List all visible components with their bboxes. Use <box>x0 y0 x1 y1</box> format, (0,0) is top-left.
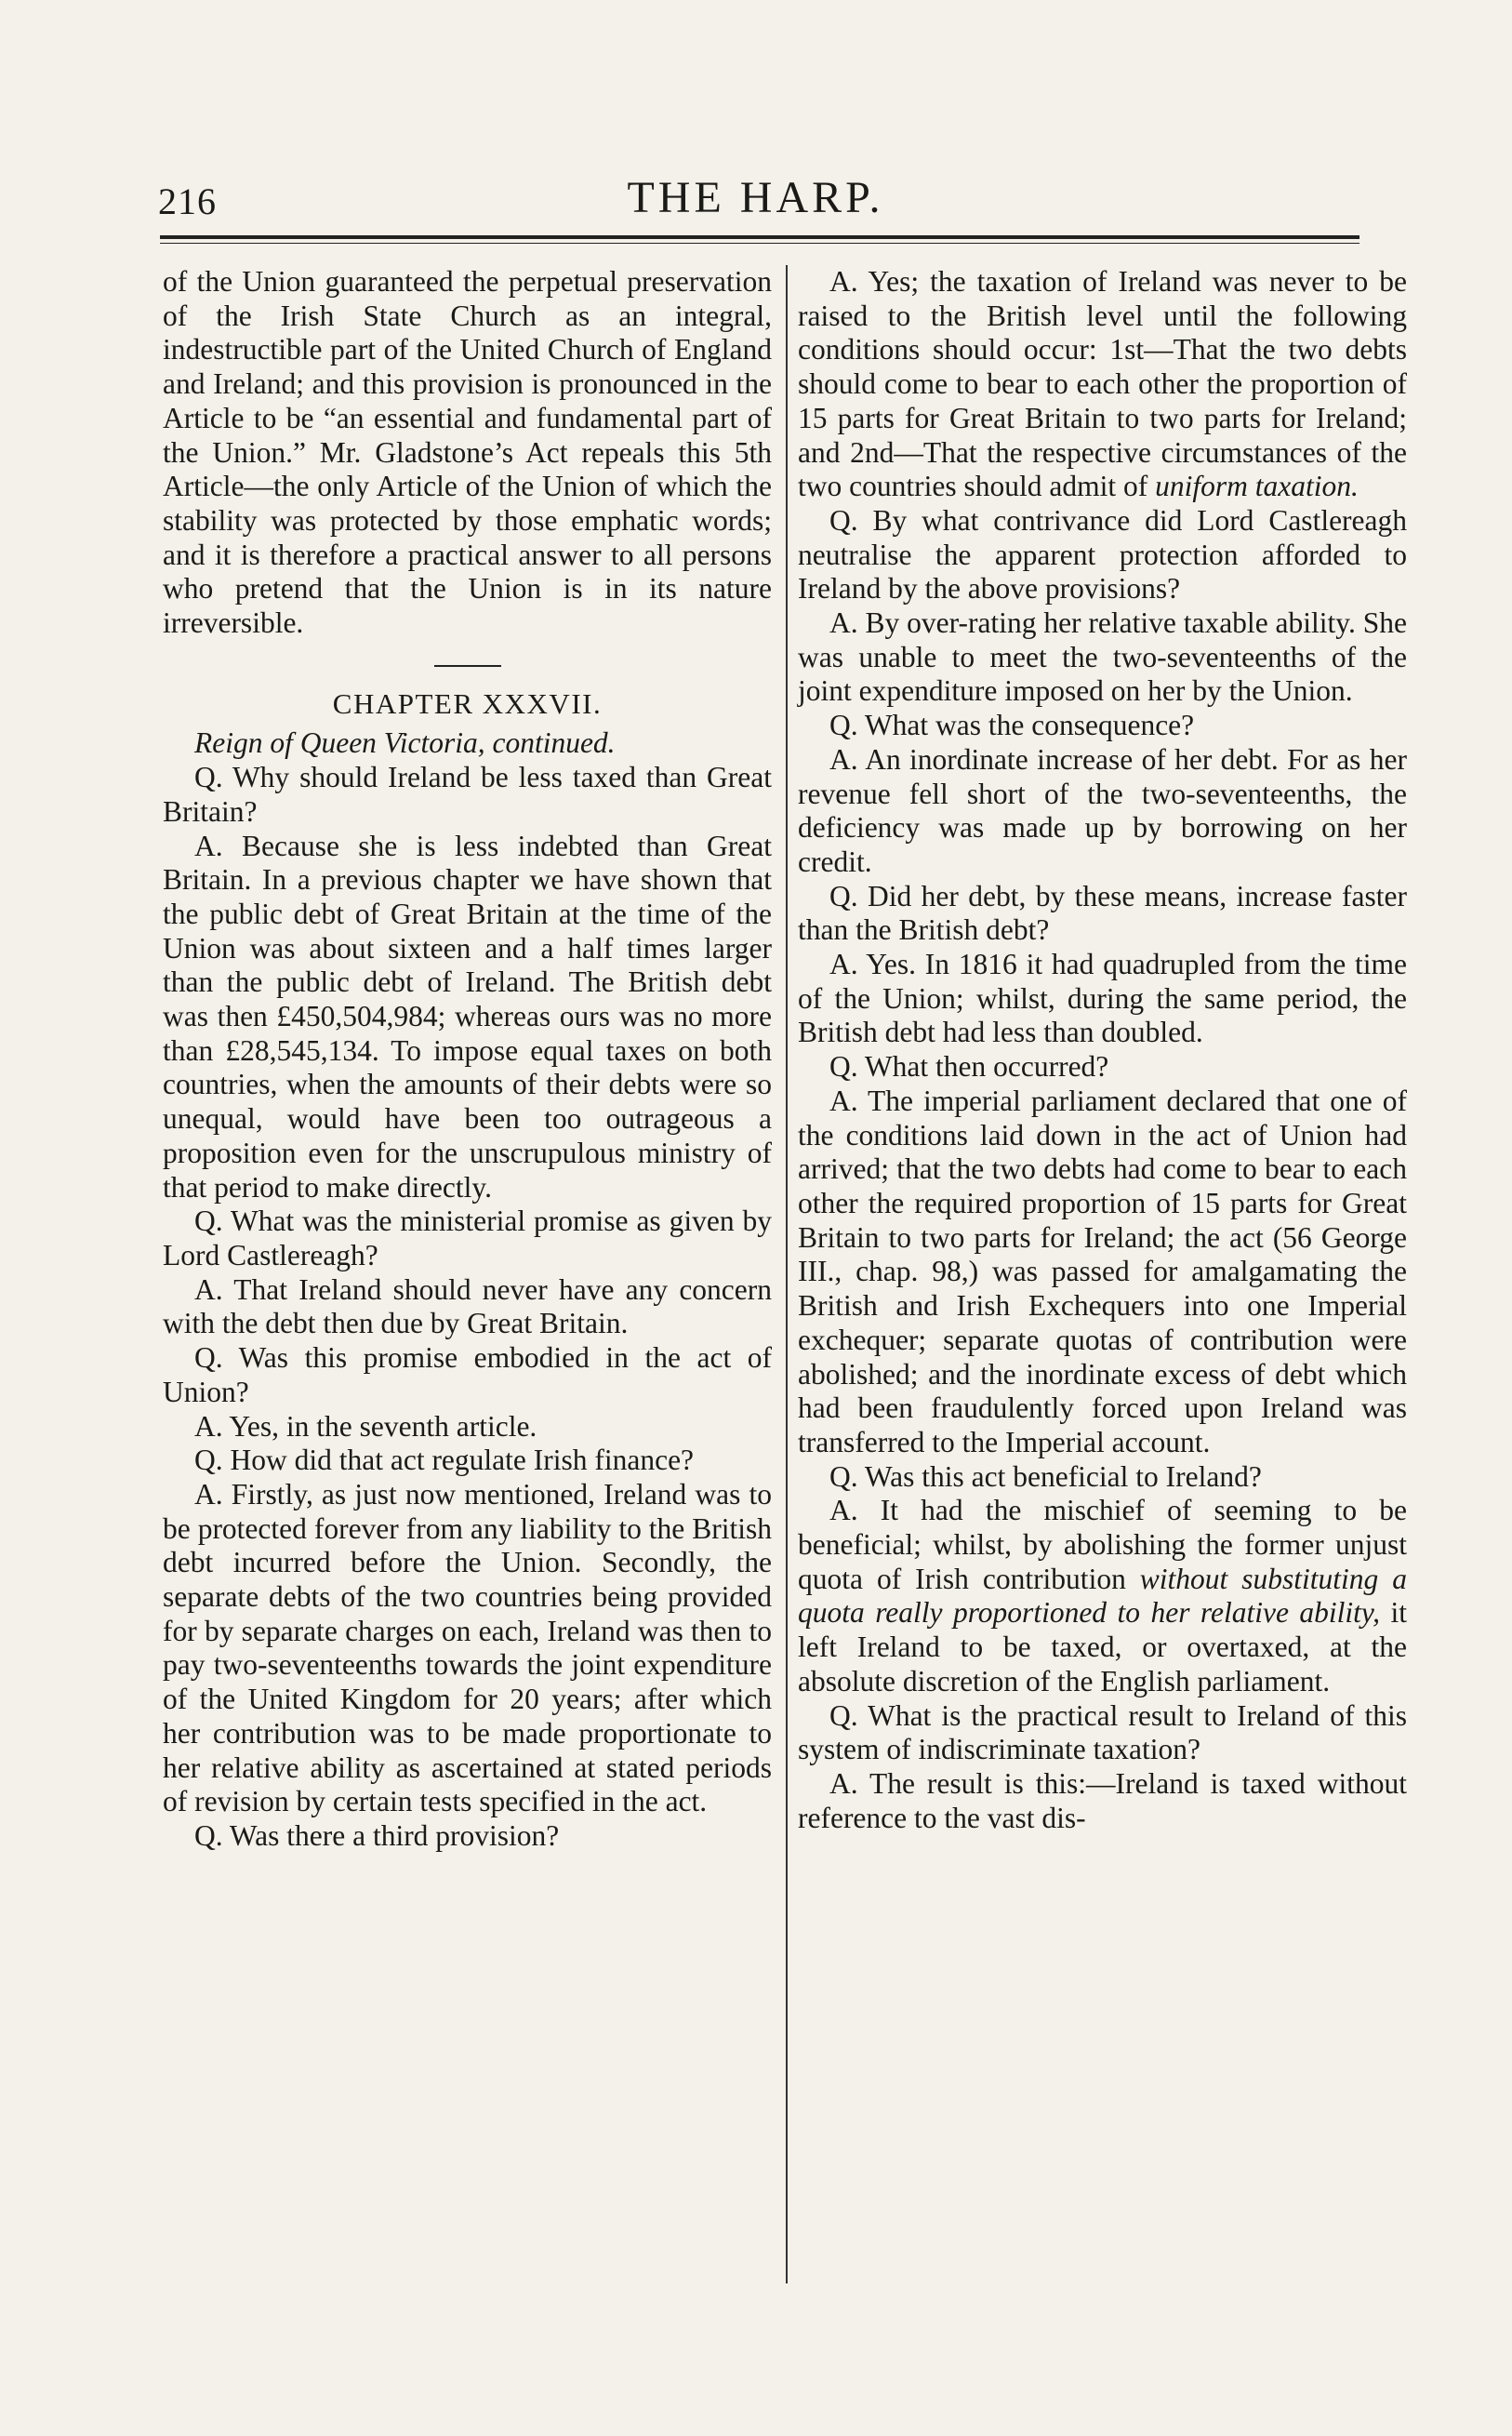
qa-paragraph: Q. By what contrivance did Lord Castlereagh neutralise the apparent protection afforded to Ireland by the above provisions? <box>798 503 1407 606</box>
qa-paragraph: Q. Was this promise embodied in the act of Union? <box>163 1341 772 1408</box>
header-double-rule <box>160 235 1359 244</box>
qa-paragraph <box>798 265 1407 504</box>
qa-paragraph: A. That Ireland should never have any concern with the debt then due by Great Britain. <box>163 1272 772 1340</box>
qa-paragraph <box>798 1494 1407 1698</box>
qa-paragraph: Q. Was this act beneficial to Ireland? <box>829 1459 1262 1493</box>
emphasis-text: uniform taxation. <box>1155 470 1359 503</box>
qa-paragraph: A. The imperial parliament declared that one of the conditions laid down in the act of Union had arrived; that the two debts had come to bear to each other the required proportion of 15 parts for Great Britain to two parts for Ireland; the act (56 George III., chap. 98,) was passed for amalgamating the British and Irish Exchequers into one Imperial exchequer; separate quotas of contribution were abolished; and the inordinate excess of debt which had been fraudulently forced upon Ireland was transferred to the Imperial account. <box>798 1084 1407 1458</box>
qa-paragraph: A. The result is this:—Ireland is taxed without reference to the vast dis- <box>798 1766 1407 1834</box>
qa-paragraph: A. Firstly, as just now mentioned, Ireland was to be protected forever from any liability to the British debt incurred before the Union. Secondly, the separate debts of the two countries being provided for by separate charges on each, Ireland was then to pay two-seventeenths towards the joint expenditure of the United Kingdom for 20 years; after which her contribution was to be made proportionate to her relative ability as ascertained at stated periods of revision by certain tests specified in the act. <box>163 1477 772 1818</box>
journal-title: THE HARP. <box>627 173 884 222</box>
opening-paragraph: of the Union guaranteed the perpetual preservation of the Irish State Church as an integral, indestructible part of the United Church of England and Ireland; and this provision is pronounced in the Article to be “an essential and fundamental part of the Union.” Mr. Gladstone’s Act repeals this 5th Article—the only Article of the Union of which the stability was protected by those emphatic words; and it is therefore a practical answer to all persons who pretend that the Union is in its nature irreversible. <box>163 265 772 640</box>
column-divider <box>786 265 788 2283</box>
chapter-subheading: Reign of Queen Victoria, continued. <box>194 726 616 760</box>
qa-paragraph: Q. What was the consequence? <box>829 709 1195 742</box>
qa-paragraph: Q. What was the ministerial promise as given by Lord Castlereagh? <box>163 1205 772 1271</box>
qa-paragraph: A. Yes, in the seventh article. <box>194 1409 537 1443</box>
qa-paragraph: A. By over-rating her relative taxable ability. She was unable to meet the two-seventeenths of the joint expenditure imposed on her by the Union. <box>798 606 1407 708</box>
chapter-heading: CHAPTER XXXVII. <box>332 686 603 720</box>
right-column <box>798 265 1407 1835</box>
qa-paragraph: Q. What is the practical result to Ireland of this system of indiscriminate taxation? <box>798 1698 1407 1766</box>
section-rule <box>434 665 501 667</box>
qa-paragraph: A. Yes. In 1816 it had quadrupled from the time of the Union; whilst, during the same period, the British debt had less than doubled. <box>798 948 1407 1049</box>
qa-paragraph: Q. Was there a third provision? <box>194 1818 560 1852</box>
qa-paragraph: Q. Why should Ireland be less taxed than Great Britain? <box>163 761 772 828</box>
answer-text: it left Ireland to be taxed, or overtaxed, at the absolute discretion of the English parliament. <box>798 1596 1407 1697</box>
qa-paragraph: A. Because she is less indebted than Great Britain. In a previous chapter we have shown that the public debt of Great Britain at the time of the Union was about sixteen and a half times larger than the public debt of Ireland. The British debt was then £450,504,984; whereas ours was no more than £28,545,134. To impose equal taxes on both countries, when the amounts of their debts were so unequal, would have been too outrageous a proposition even for the unscrupulous ministry of that period to make directly. <box>163 829 772 1204</box>
qa-paragraph: A. An inordinate increase of her debt. For as her revenue fell short of the two-seventeenths, the deficiency was made up by borrowing on her credit. <box>798 742 1407 878</box>
running-head <box>158 172 1353 228</box>
left-column <box>163 265 772 1854</box>
qa-paragraph: Q. What then occurred? <box>829 1050 1109 1084</box>
answer-text: A. Yes; the taxation of Ireland was never to be raised to the British level until the following conditions should occur: 1st—That the two debts should come to bear to each other the proportion of 15 parts for Great Britain to two parts for Ireland; and 2nd—That the respective circumstances of the two countries should admit of <box>798 265 1407 503</box>
qa-paragraph: Q. Did her debt, by these means, increase faster than the British debt? <box>798 879 1407 947</box>
answer-text: A. It had the mischief of seeming to be beneficial; whilst, by abolishing the former unjust quota of Irish contribution <box>798 1494 1407 1595</box>
emphasis-text: without substituting a quota really proportioned to her relative ability, <box>798 1562 1407 1630</box>
page-number: 216 <box>158 180 217 222</box>
qa-paragraph: Q. How did that act regulate Irish finance? <box>194 1444 695 1477</box>
